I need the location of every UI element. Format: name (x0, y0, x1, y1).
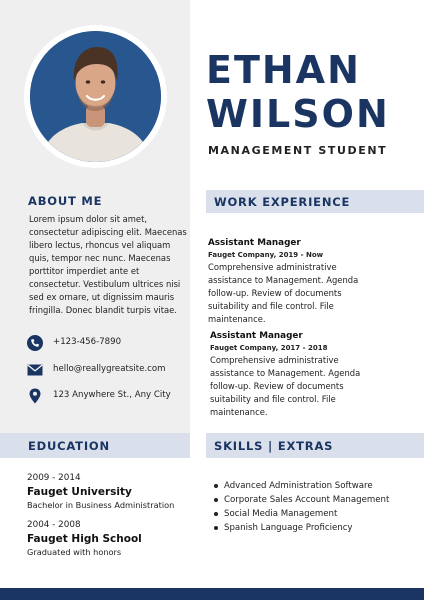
list-item: Spanish Language Proficiency (214, 521, 414, 535)
education-school: Fauget University (27, 486, 132, 498)
education-degree: Graduated with honors (27, 547, 122, 557)
skills-list (214, 479, 414, 535)
work-heading: WORK EXPERIENCE (214, 195, 351, 209)
education-degree: Bachelor in Business Administration (27, 500, 175, 510)
profile-photo-illustration (30, 31, 161, 162)
list-item: Advanced Administration Software (214, 479, 414, 493)
job-role: Assistant Manager (208, 238, 301, 248)
job-company: Fauget Company, 2019 - Now (208, 251, 324, 259)
about-text: Lorem ipsum dolor sit amet, consectetur adipiscing elit. Maecenas libero lectus, rhoncus vel aliquam quis, tempor nec nunc. Maecenas porttitor imperdiet ante et consectetur. Vestibulum ultrices nisi sed ex ornare, ut dignissim mauris fringilla. Donec blandit turpis vitae. (29, 214, 187, 315)
email-text: hello@reallygreatsite.com (53, 364, 166, 374)
education-years: 2009 - 2014 (27, 473, 81, 483)
phone-text: +123-456-7890 (53, 337, 122, 347)
map-pin-icon (27, 388, 43, 404)
job-title: MANAGEMENT STUDENT (208, 144, 388, 157)
envelope-icon (27, 362, 43, 378)
education-heading: EDUCATION (28, 439, 110, 453)
profile-photo (30, 31, 161, 162)
footer-bar (0, 588, 424, 600)
job-entry (210, 331, 380, 419)
phone-icon (27, 335, 43, 351)
list-item: Corporate Sales Account Management (214, 493, 414, 507)
skills-heading: SKILLS | EXTRAS (214, 439, 334, 453)
contact-email (27, 362, 187, 378)
job-description: Comprehensive administrative assistance to Management. Agenda follow-up. Review of documents suitability and file control. File maintenance. (210, 355, 361, 417)
education-years: 2004 - 2008 (27, 520, 81, 530)
about-heading: ABOUT ME (28, 194, 103, 208)
address-text: 123 Anywhere St., Any City (53, 390, 171, 400)
profile-photo-frame (24, 25, 167, 168)
job-role: Assistant Manager (210, 331, 303, 341)
contact-address (27, 388, 187, 404)
list-item: Social Media Management (214, 507, 414, 521)
job-company: Fauget Company, 2017 - 2018 (210, 344, 328, 352)
first-name: ETHAN (206, 48, 361, 92)
education-entry (27, 473, 187, 510)
last-name: WILSON (206, 92, 390, 136)
job-description: Comprehensive administrative assistance to Management. Agenda follow-up. Review of documents suitability and file control. File maintenance. (208, 262, 359, 324)
contact-phone (27, 335, 187, 351)
job-entry (208, 238, 378, 326)
education-entry (27, 520, 187, 557)
education-school: Fauget High School (27, 533, 142, 545)
